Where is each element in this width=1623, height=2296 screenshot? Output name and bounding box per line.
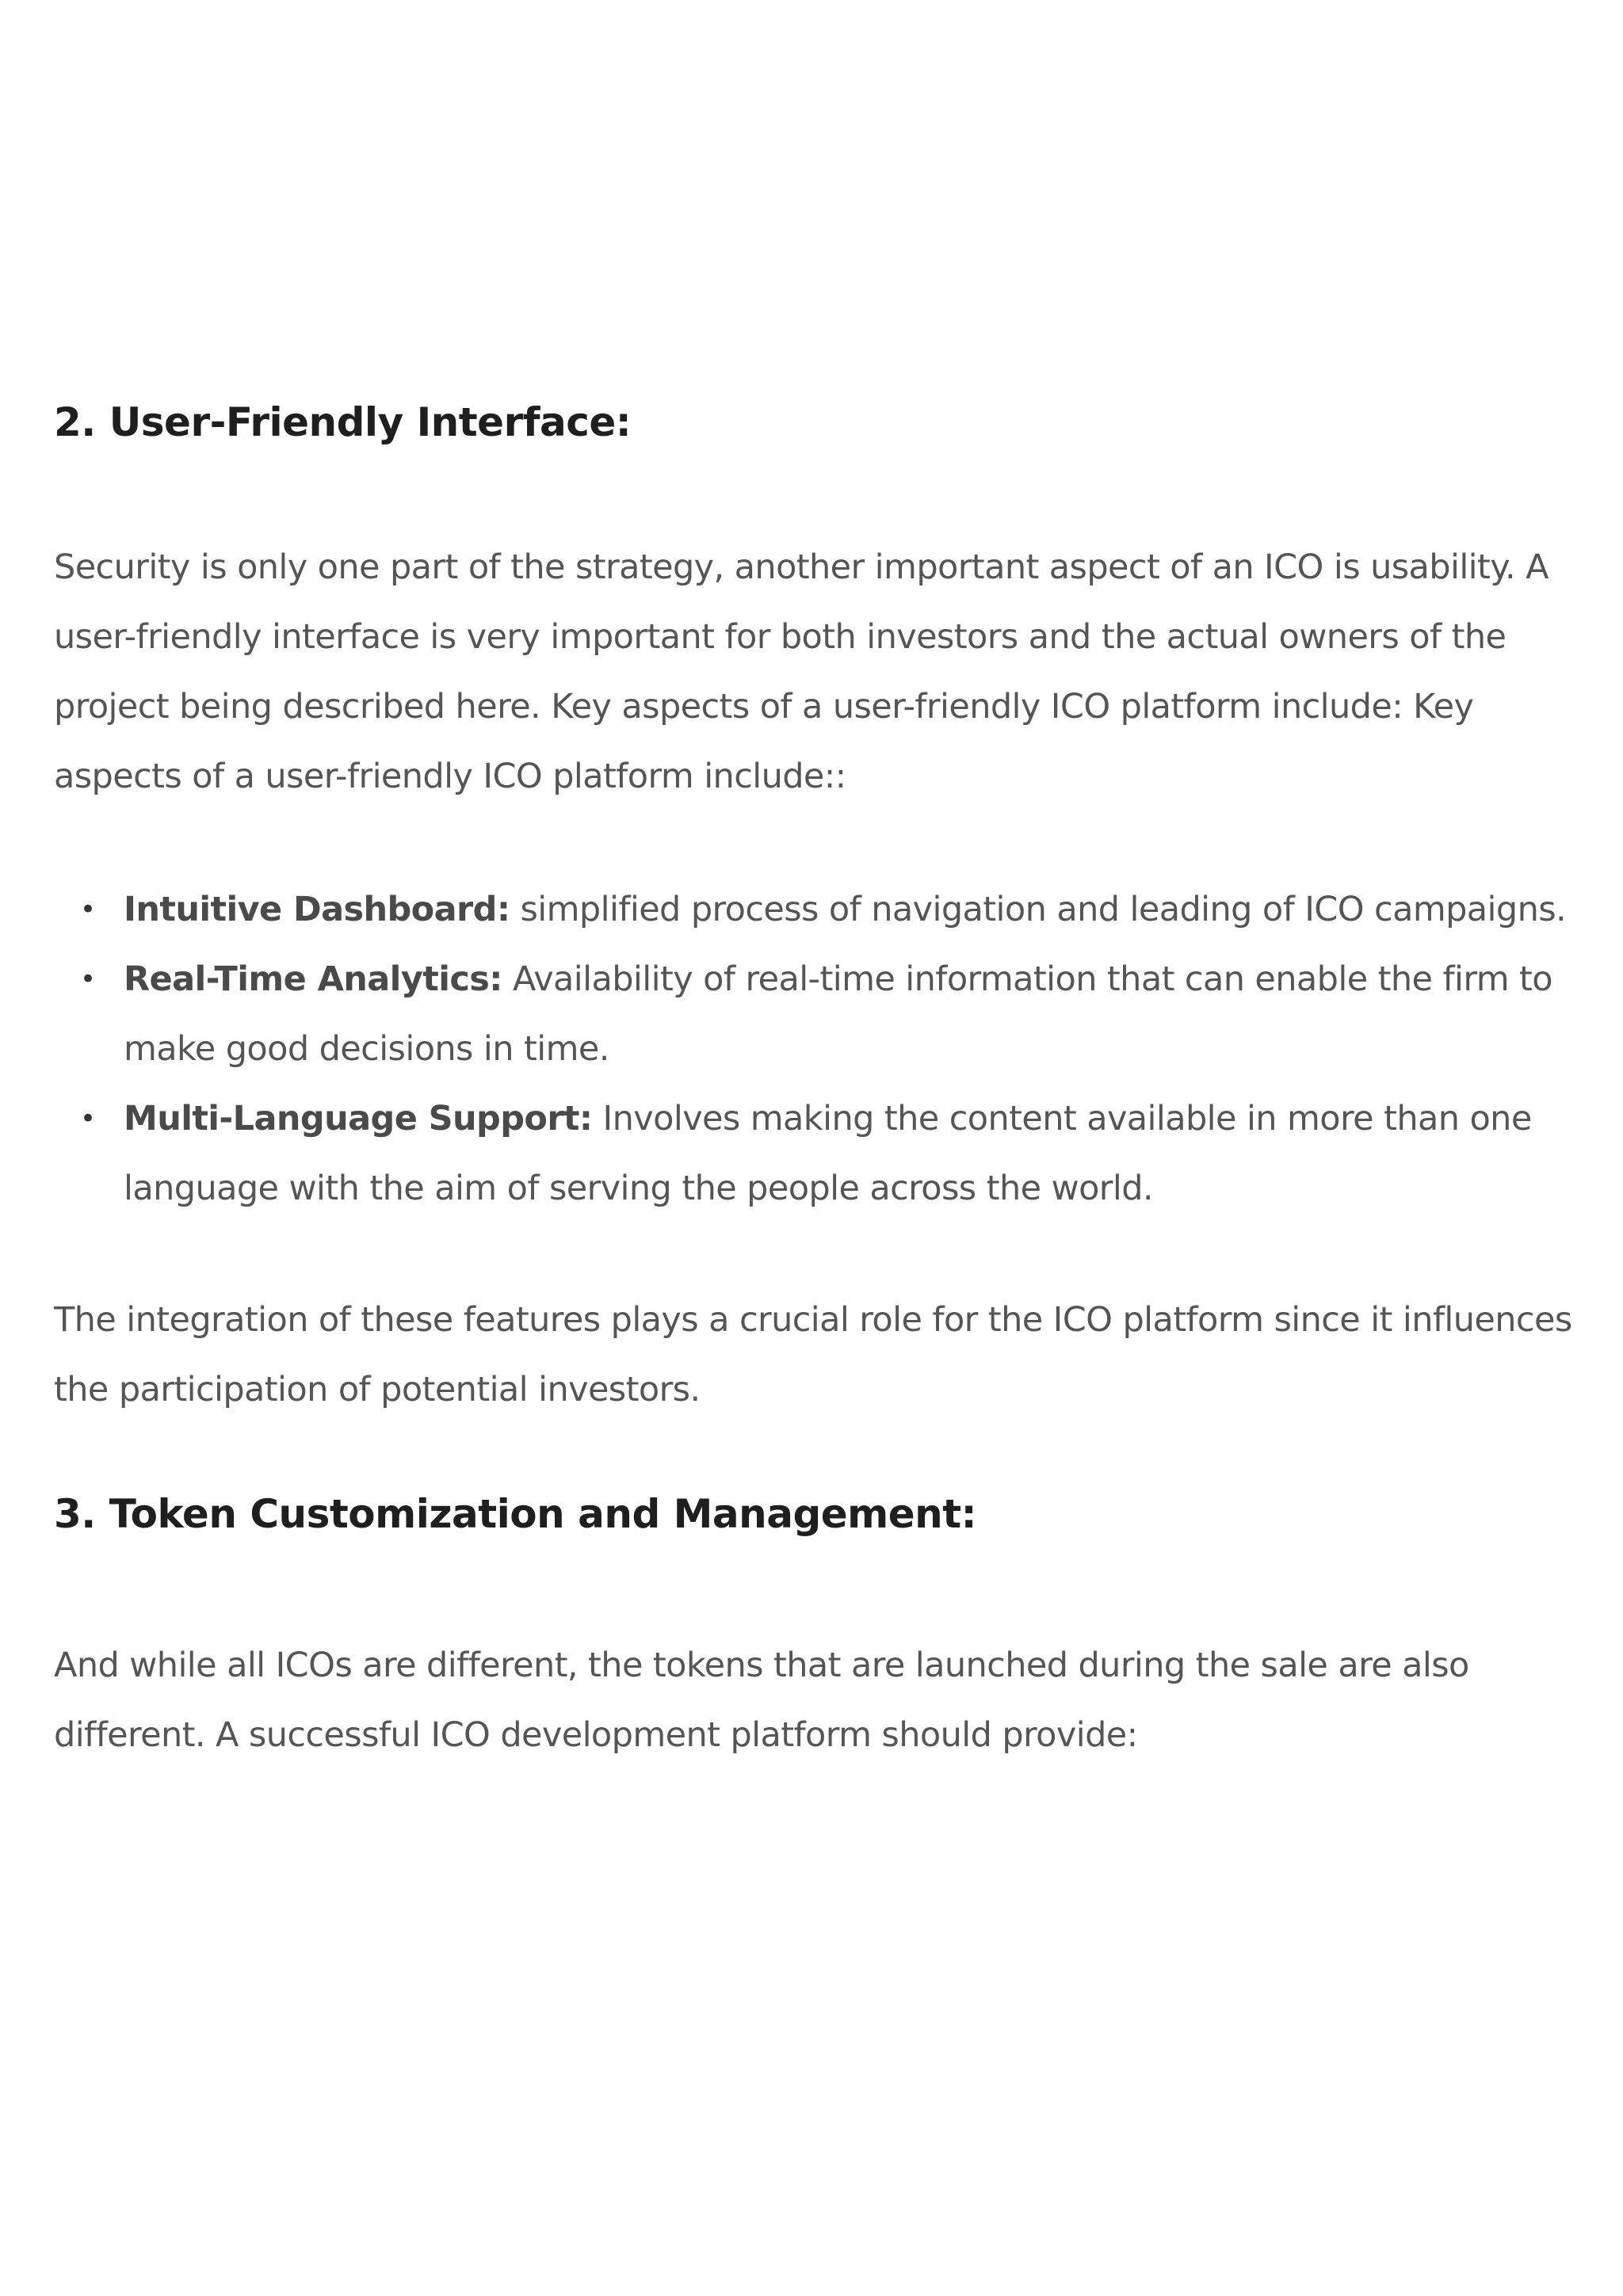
list-item-term: Intuitive Dashboard: [124,890,510,929]
list-item-description: Availability of real-time information that can enable the firm to make good decisions in time. [124,959,1553,1069]
section-intro-paragraph: And while all ICOs are different, the tokens that are launched during the sale are also different. A successful ICO development platform should provide: [54,1646,1469,1755]
bullet-icon: • [80,963,96,995]
list-item-description: simplified process of navigation and leading of ICO campaigns. [510,890,1567,929]
list-item-description: Involves making the content available in more than one language with the aim of serving the people across the world. [124,1099,1532,1208]
article-content [54,395,1607,1770]
section-heading-token-customization: 3. Token Customization and Management: [54,1491,977,1537]
section-heading-user-friendly-interface: 2. User-Friendly Interface: [54,399,632,445]
section-intro-paragraph: Security is only one part of the strategy, another important aspect of an ICO is usability. A user-friendly interface is very important for both investors and the actual owners of the project being described here. Key aspects of a user-friendly ICO platform include: Key aspects of a user-friendly ICO platform include:: [54,547,1549,796]
feature-list [54,875,1607,1223]
list-item-term: Multi-Language Support: [124,1099,593,1138]
list-item-term: Real-Time Analytics: [124,959,502,999]
list-item [80,875,1607,944]
list-item [80,1084,1607,1223]
bullet-icon: • [80,894,96,925]
list-item [80,944,1607,1084]
bullet-icon: • [80,1103,96,1135]
section-conclusion-paragraph: The integration of these features plays a crucial role for the ICO platform since it influences the participation of potential investors. [54,1300,1572,1409]
